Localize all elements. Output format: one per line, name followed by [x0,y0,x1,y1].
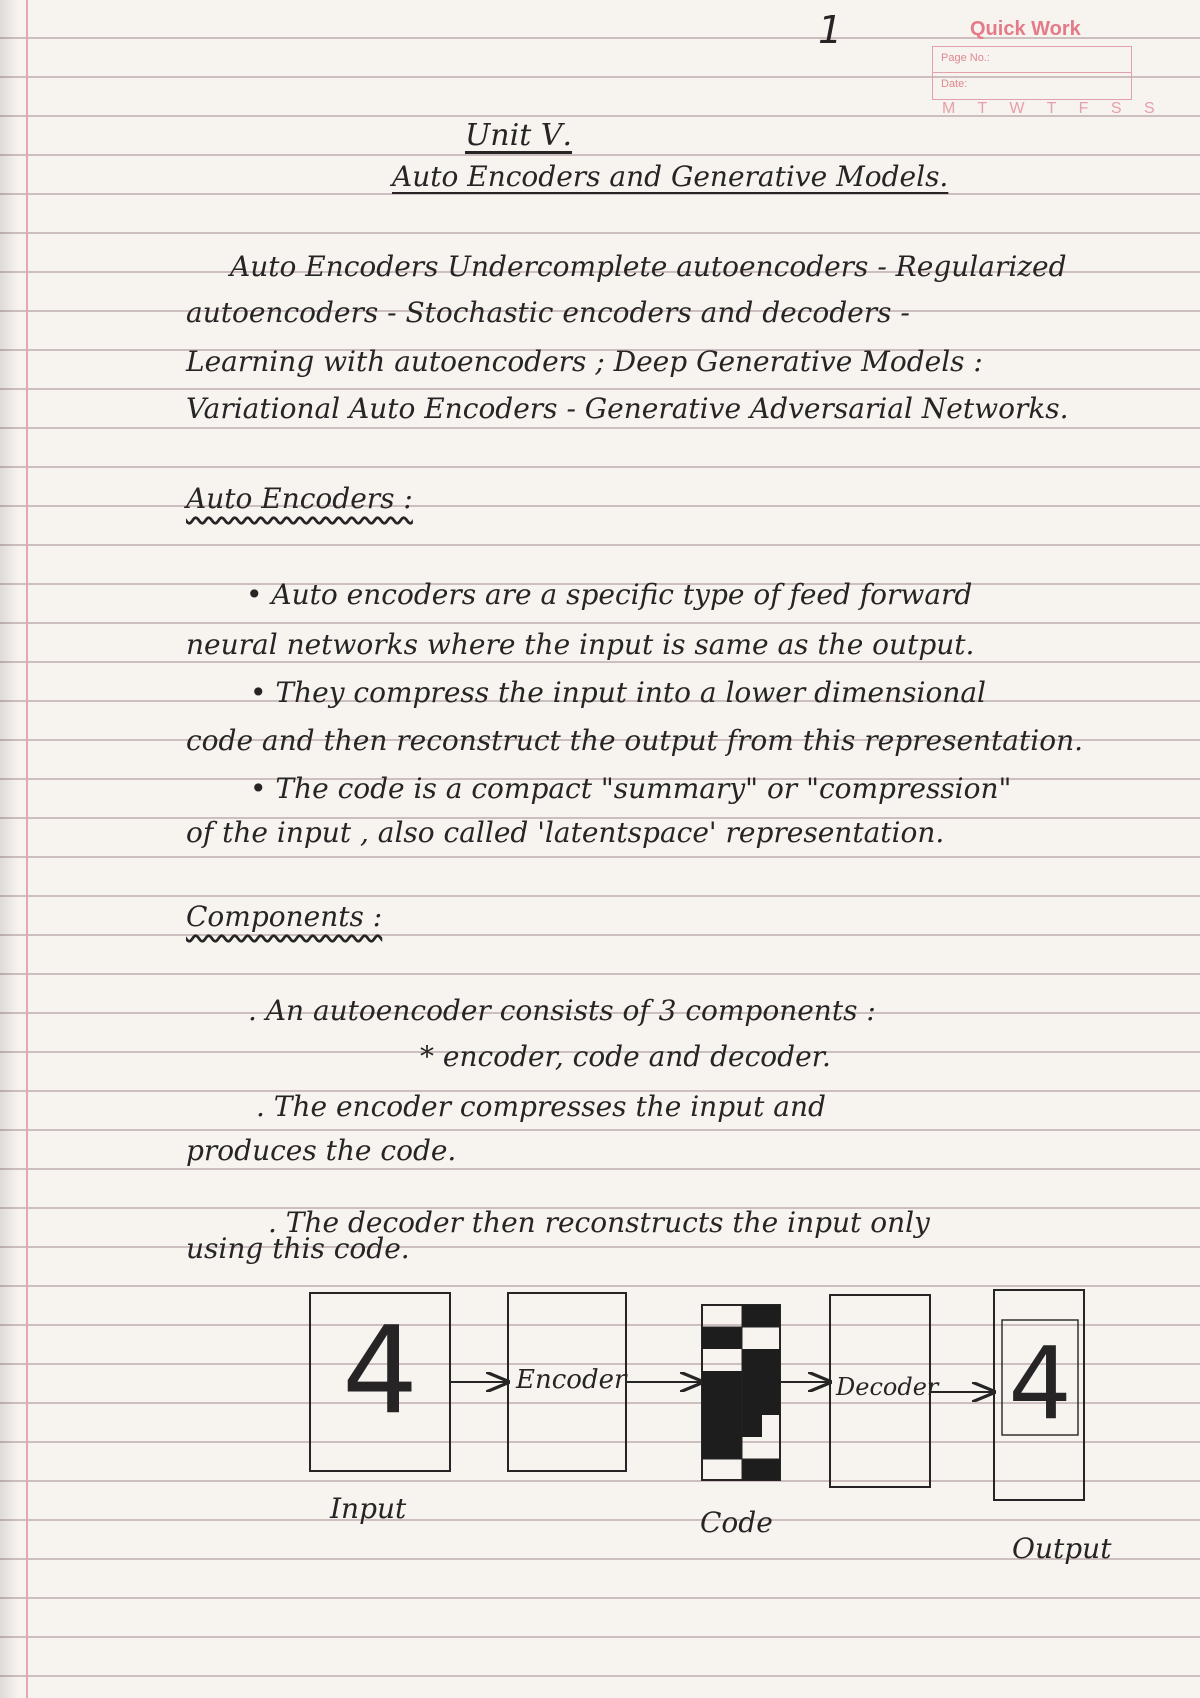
subject-title: Auto Encoders and Generative Models. [392,160,949,193]
syllabus-line: Variational Auto Encoders - Generative Adversarial Networks. [186,392,1069,425]
body-line: using this code. [186,1232,410,1265]
encoder-label: Encoder [516,1365,627,1395]
body-line: of the input , also called 'latentspace' representation. [186,816,945,849]
body-line: . The encoder compresses the input and [256,1090,826,1123]
input-label: Input [330,1492,407,1525]
body-line: neural networks where the input is same as the output. [186,628,975,661]
decoder-label: Decoder [836,1373,939,1401]
input-digit: 4 [341,1302,419,1441]
section-heading-components: Components : [186,900,383,933]
body-line: * encoder, code and decoder. [420,1040,831,1073]
page-info-box [932,46,1132,100]
code-block [702,1305,780,1480]
notebook-brand: Quick Work [970,18,1081,40]
output-label: Output [1012,1532,1112,1565]
syllabus-line: Learning with autoencoders ; Deep Generative Models : [186,345,983,378]
body-line: • They compress the input into a lower dimensional [250,676,986,709]
body-line: . The decoder then reconstructs the input only [268,1206,930,1239]
body-line: • Auto encoders are a specific type of feed forward [246,578,973,611]
margin-line [26,0,28,1698]
output-digit: 4 [1008,1325,1072,1442]
autoencoder-diagram [290,1280,1140,1610]
body-line: produces the code. [186,1134,457,1167]
unit-title: Unit Ⅴ. [465,118,572,153]
syllabus-line: autoencoders - Stochastic encoders and decoders - [186,296,910,329]
weekday-strip: M T W T F S S [942,100,1164,117]
date-label: Date: [941,78,968,90]
body-line: . An autoencoder consists of 3 components : [248,994,876,1027]
section-heading-autoencoders: Auto Encoders : [186,482,413,515]
syllabus-line: Auto Encoders Undercomplete autoencoders - Regularized [230,250,1067,283]
body-line: • The code is a compact "summary" or "compression" [250,772,1012,805]
code-label: Code [700,1506,773,1539]
page-no-label: Page No.: [941,52,990,64]
page-number: 1 [818,8,843,52]
body-line: code and then reconstruct the output from this representation. [186,724,1083,757]
page-info-divider [933,72,1131,73]
